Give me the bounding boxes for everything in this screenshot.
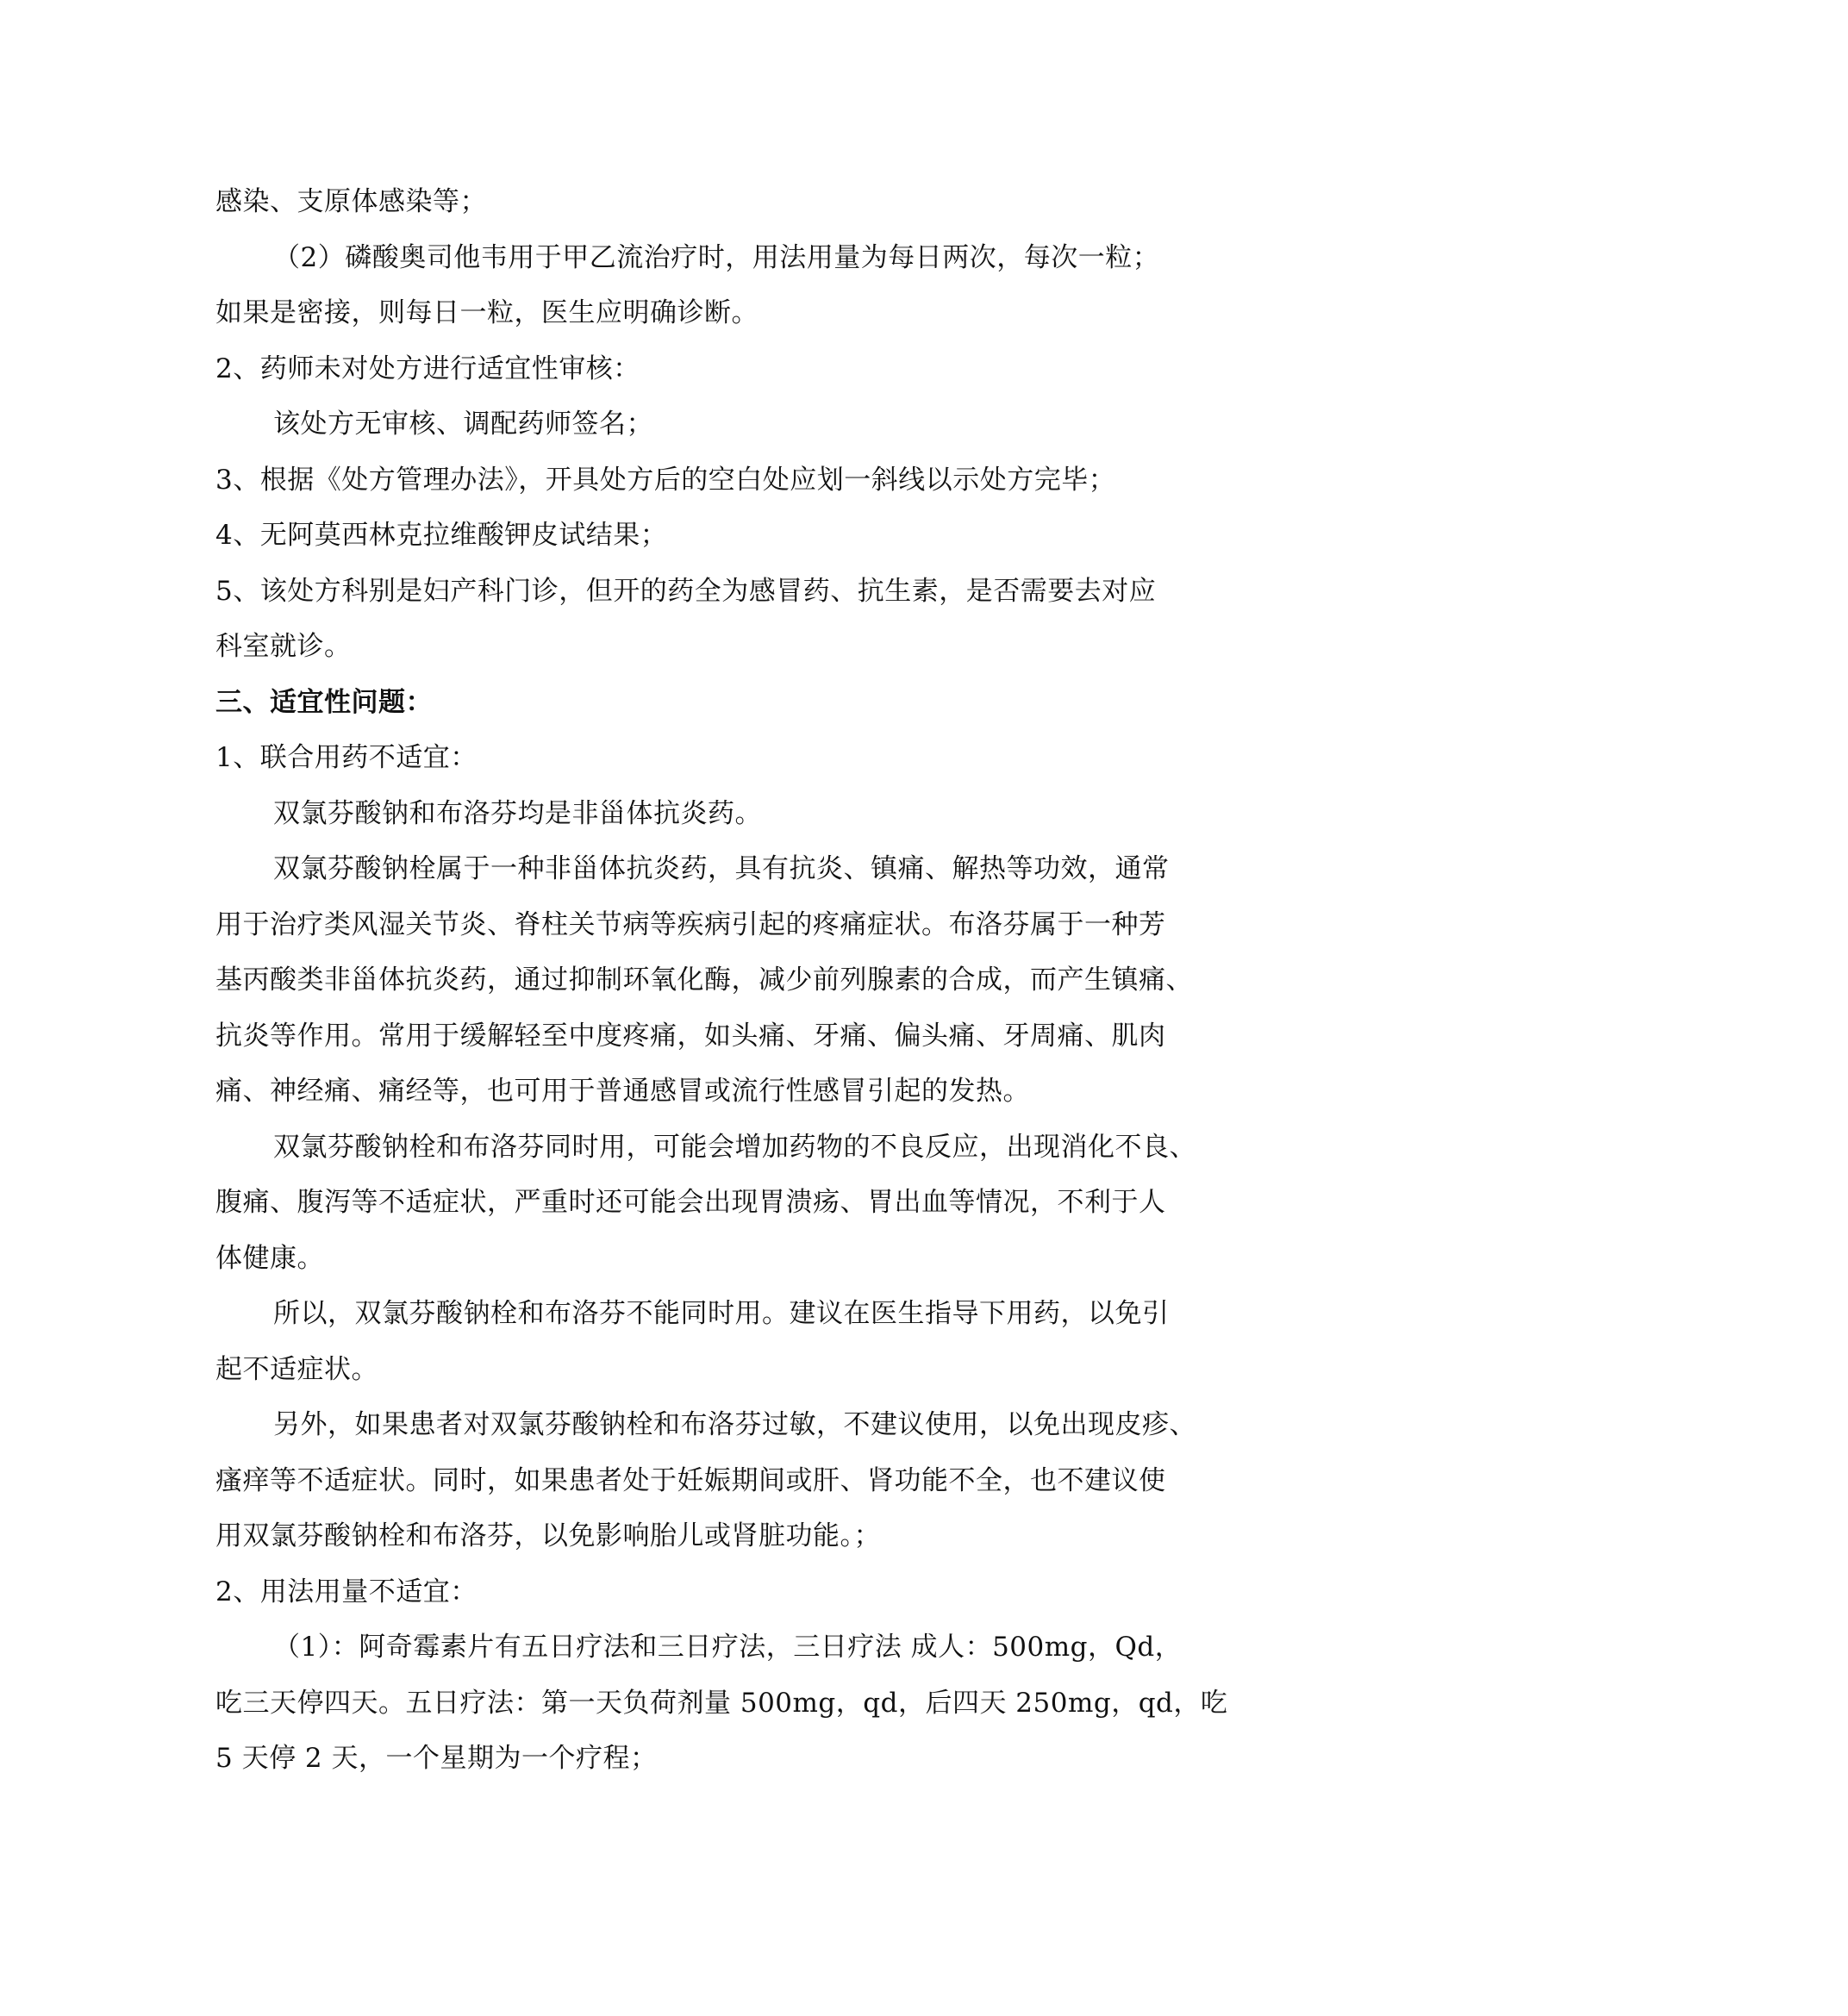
- text-line: 感染、支原体感染等；: [215, 186, 487, 217]
- text-line: 如果是密接，则每日一粒，医生应明确诊断。: [215, 297, 759, 328]
- text-line: 用双氯芬酸钠栓和布洛芬，以免影响胎儿或肾脏功能。；: [215, 1520, 881, 1551]
- text-line: 2、药师未对处方进行适宜性审核：: [215, 353, 640, 384]
- text-line: 5 天停 2 天，一个星期为一个疗程；: [215, 1743, 658, 1774]
- text-line: 体健康。: [215, 1242, 324, 1274]
- text-line: 腹痛、腹泻等不适症状，严重时还可能会出现胃溃疡、胃出血等情况，不利于人: [215, 1187, 1166, 1218]
- text-line: 用于治疗类风湿关节炎、脊柱关节病等疾病引起的疼痛症状。布洛芬属于一种芳: [215, 908, 1166, 940]
- section-heading: 三、适宜性问题：: [215, 686, 433, 718]
- text-line: 该处方无审核、调配药师签名；: [273, 409, 653, 440]
- text-line: 瘙痒等不适症状。同时，如果患者处于妊娠期间或肝、肾功能不全，也不建议使: [215, 1464, 1166, 1496]
- text-line: 抗炎等作用。常用于缓解轻至中度疼痛，如头痛、牙痛、偏头痛、牙周痛、肌肉: [215, 1020, 1166, 1052]
- text-line: 痛、神经痛、痛经等，也可用于普通感冒或流行性感冒引起的发热。: [215, 1076, 1030, 1107]
- text-line: 起不适症状。: [215, 1353, 378, 1385]
- text-line: 另外，如果患者对双氯芬酸钠栓和布洛芬过敏，不建议使用，以免出现皮疹、: [273, 1409, 1196, 1440]
- text-line: 4、无阿莫西林克拉维酸钾皮试结果；: [215, 520, 668, 551]
- text-line: （2）磷酸奥司他韦用于甲乙流治疗时，用法用量为每日两次，每次一粒；: [273, 241, 1160, 273]
- text-line: （1）：阿奇霉素片有五日疗法和三日疗法，三日疗法 成人：500mg，Qd，: [273, 1632, 1183, 1663]
- text-line: 科室就诊。: [215, 631, 352, 662]
- text-line: 双氯芬酸钠栓属于一种非甾体抗炎药，具有抗炎、镇痛、解热等功效，通常: [273, 853, 1170, 884]
- text-line: 基丙酸类非甾体抗炎药，通过抑制环氧化酶，减少前列腺素的合成，而产生镇痛、: [215, 964, 1193, 996]
- document-body: [215, 174, 1228, 1787]
- text-line: 5、该处方科别是妇产科门诊，但开的药全为感冒药、抗生素，是否需要去对应: [215, 575, 1157, 607]
- text-line: 2、用法用量不适宜：: [215, 1576, 478, 1607]
- text-line: 吃三天停四天。五日疗法：第一天负荷剂量 500mg，qd，后四天 250mg，qd，吃: [215, 1687, 1228, 1719]
- text-line: 所以，双氯芬酸钠栓和布洛芬不能同时用。建议在医生指导下用药，以免引: [273, 1298, 1170, 1329]
- text-line: 1、联合用药不适宜：: [215, 742, 478, 773]
- text-line: 双氯芬酸钠和布洛芬均是非甾体抗炎药。: [273, 797, 762, 829]
- text-line: 3、根据《处方管理办法》，开具处方后的空白处应划一斜线以示处方完毕；: [215, 464, 1116, 496]
- text-line: 双氯芬酸钠栓和布洛芬同时用，可能会增加药物的不良反应，出现消化不良、: [273, 1131, 1196, 1163]
